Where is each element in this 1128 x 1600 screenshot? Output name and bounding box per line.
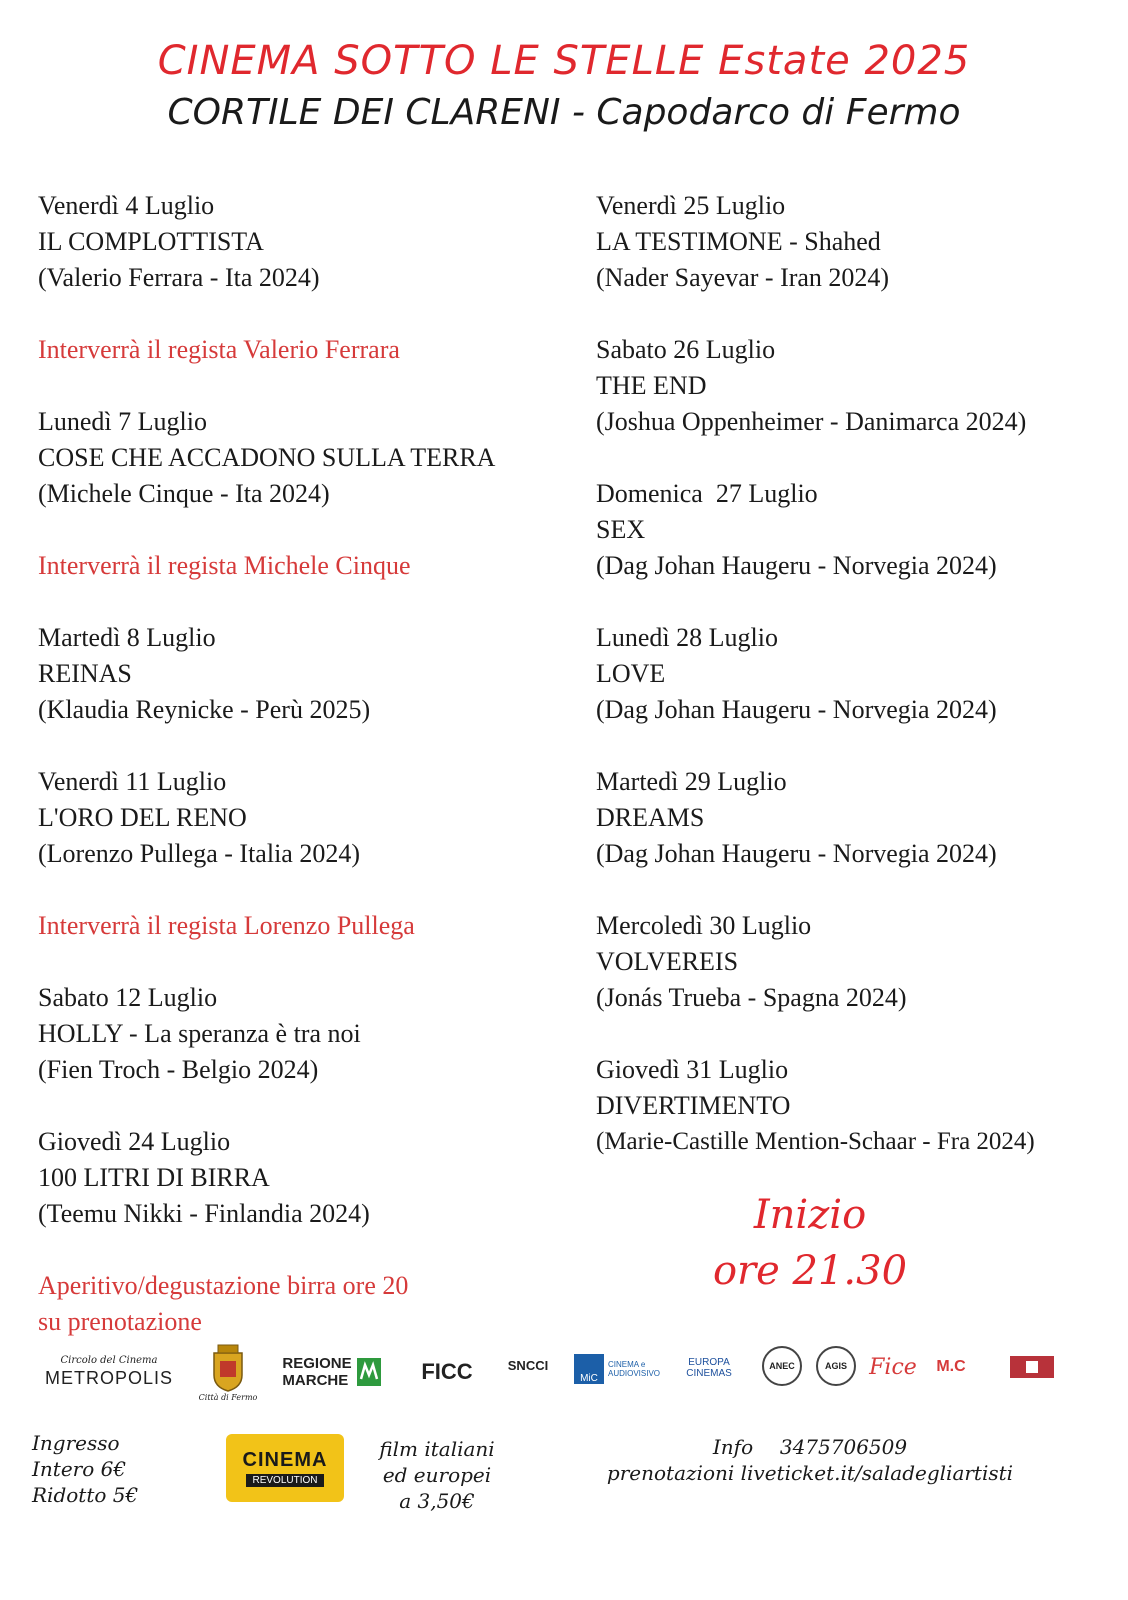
screening-note: Interverrà il regista Valerio Ferrara (38, 335, 400, 364)
screening-entry (596, 476, 1116, 584)
screening-date: Venerdì 11 Luglio (38, 767, 227, 796)
start-label: Inizio (753, 1192, 867, 1238)
europa-line2: CINEMAS (686, 1368, 732, 1379)
screening-date: Lunedì 7 Luglio (38, 407, 207, 436)
anec-logo (762, 1346, 802, 1386)
cinema-revolution-title: CINEMA (242, 1449, 328, 1471)
film-title: LA TESTIMONE - Shahed (596, 227, 881, 256)
start-time: ore 21.30 (712, 1248, 908, 1294)
mic-line1: CINEMA e (607, 1360, 646, 1369)
europa-cinemas-logo (676, 1348, 742, 1388)
poster-title: CINEMA SOTTO LE STELLE Estate 2025 (157, 38, 971, 84)
film-credits: (Dag Johan Haugeru - Norvegia 2024) (596, 839, 997, 868)
screening-date: Martedì 8 Luglio (38, 623, 216, 652)
metropolis-name: METROPOLIS (44, 1368, 174, 1388)
film-credits: (Teemu Nikki - Finlandia 2024) (38, 1199, 370, 1228)
mic-line2: AUDIOVISIVO (607, 1369, 660, 1378)
promo-line2: ed europei (382, 1463, 492, 1487)
fermo-caption: Città di Fermo (198, 1392, 258, 1402)
venue-title: CORTILE DEI CLARENI - Capodarco di Fermo (167, 92, 961, 133)
schedule-left-column (38, 188, 578, 1340)
promo-line1: film italiani (379, 1437, 495, 1461)
film-title: THE END (596, 371, 707, 400)
regione-line1: REGIONE (282, 1355, 352, 1372)
screening-note: Interverrà il regista Michele Cinque (38, 551, 411, 580)
film-title: IL COMPLOTTISTA (38, 227, 264, 256)
screening-date: Venerdì 4 Luglio (38, 191, 215, 220)
film-credits: (Dag Johan Haugeru - Norvegia 2024) (596, 695, 997, 724)
screening-date: Giovedì 24 Luglio (38, 1127, 231, 1156)
mc-logo: M.C (936, 1358, 966, 1375)
film-credits: (Klaudia Reynicke - Perù 2025) (38, 695, 371, 724)
cinema-revolution-logo (226, 1434, 344, 1502)
film-title: DIVERTIMENTO (596, 1091, 791, 1120)
screening-date: Sabato 26 Luglio (596, 335, 776, 364)
schedule-right-column (596, 188, 1116, 1160)
film-title: L'ORO DEL RENO (38, 803, 247, 832)
ticket-label: Ingresso (32, 1431, 120, 1455)
screening-entry (596, 908, 1116, 1016)
regione-emblem-icon (356, 1357, 382, 1387)
film-title: COSE CHE ACCADONO SULLA TERRA (38, 443, 496, 472)
film-credits: (Jonás Trueba - Spagna 2024) (596, 983, 907, 1012)
screening-entry (596, 764, 1116, 872)
mic-badge: MiC (574, 1354, 604, 1384)
reduced-price: Ridotto 5€ (32, 1483, 139, 1507)
film-title: SEX (596, 515, 646, 544)
crest-icon (210, 1343, 246, 1393)
full-price: Intero 6€ (32, 1457, 127, 1481)
screening-entry (596, 620, 1116, 728)
film-credits: (Fien Troch - Belgio 2024) (38, 1055, 319, 1084)
promo-line3: a 3,50€ (399, 1489, 475, 1513)
info-phone: 3475706509 (779, 1435, 908, 1459)
film-credits: (Dag Johan Haugeru - Norvegia 2024) (596, 551, 997, 580)
cinema-revolution-subtitle: REVOLUTION (246, 1474, 323, 1487)
screening-note-continued: su prenotazione (38, 1307, 202, 1336)
screening-entry (38, 620, 578, 728)
regione-line2: MARCHE (282, 1372, 349, 1389)
film-credits: (Marie-Castille Mention-Schaar - Fra 2024) (596, 1128, 1035, 1155)
fermo-crest-logo (198, 1332, 258, 1412)
ficc-logo: FICC (421, 1359, 473, 1384)
screening-date: Mercoledì 30 Luglio (596, 911, 812, 940)
film-strip-icon (1026, 1361, 1038, 1373)
sponsor-logos (44, 1340, 1090, 1420)
booking-info: prenotazioni liveticket.it/saladegliartisti (606, 1461, 1014, 1485)
agis-label: AGIS (824, 1361, 847, 1371)
screening-entry (596, 188, 1116, 296)
film-credits: (Nader Sayevar - Iran 2024) (596, 263, 890, 292)
screening-date: Domenica 27 Luglio (596, 479, 818, 508)
info-label: Info (712, 1435, 754, 1459)
screening-date: Venerdì 25 Luglio (596, 191, 786, 220)
screening-entry (596, 1052, 1116, 1160)
promo-text (362, 1436, 512, 1514)
agis-logo (816, 1346, 856, 1386)
film-credits: (Lorenzo Pullega - Italia 2024) (38, 839, 360, 868)
screening-date: Martedì 29 Luglio (596, 767, 787, 796)
screening-note: Aperitivo/degustazione birra ore 20 (38, 1271, 409, 1300)
screening-date: Giovedì 31 Luglio (596, 1055, 789, 1084)
ticket-prices (32, 1430, 138, 1508)
mic-logo (572, 1344, 662, 1394)
sncci-logo: SNCCI (507, 1357, 549, 1373)
regione-marche-logo (276, 1344, 388, 1400)
europa-line1: EUROPA (688, 1357, 730, 1368)
film-title: DREAMS (596, 803, 705, 832)
film-credits: (Valerio Ferrara - Ita 2024) (38, 263, 320, 292)
sala-artisti-logo (1010, 1356, 1054, 1378)
film-title: LOVE (596, 659, 666, 688)
anec-label: ANEC (769, 1361, 795, 1371)
screening-entry (38, 1124, 578, 1340)
metropolis-caption: Circolo del Cinema (60, 1355, 158, 1366)
fice-logo: Fice (869, 1354, 917, 1380)
screening-entry (38, 764, 578, 944)
film-title: HOLLY - La speranza è tra noi (38, 1019, 361, 1048)
film-title: REINAS (38, 659, 132, 688)
film-credits: (Joshua Oppenheimer - Danimarca 2024) (596, 407, 1027, 436)
screening-entry (38, 404, 578, 584)
screening-date: Lunedì 28 Luglio (596, 623, 778, 652)
metropolis-logo (44, 1344, 174, 1400)
film-title: 100 LITRI DI BIRRA (38, 1163, 270, 1192)
screening-entry (38, 980, 578, 1088)
screening-entry (38, 188, 578, 368)
screening-entry (596, 332, 1116, 440)
film-credits: (Michele Cinque - Ita 2024) (38, 479, 330, 508)
film-title: VOLVEREIS (596, 947, 739, 976)
info-contact (560, 1434, 1060, 1486)
screening-date: Sabato 12 Luglio (38, 983, 218, 1012)
screening-note: Interverrà il regista Lorenzo Pullega (38, 911, 415, 940)
